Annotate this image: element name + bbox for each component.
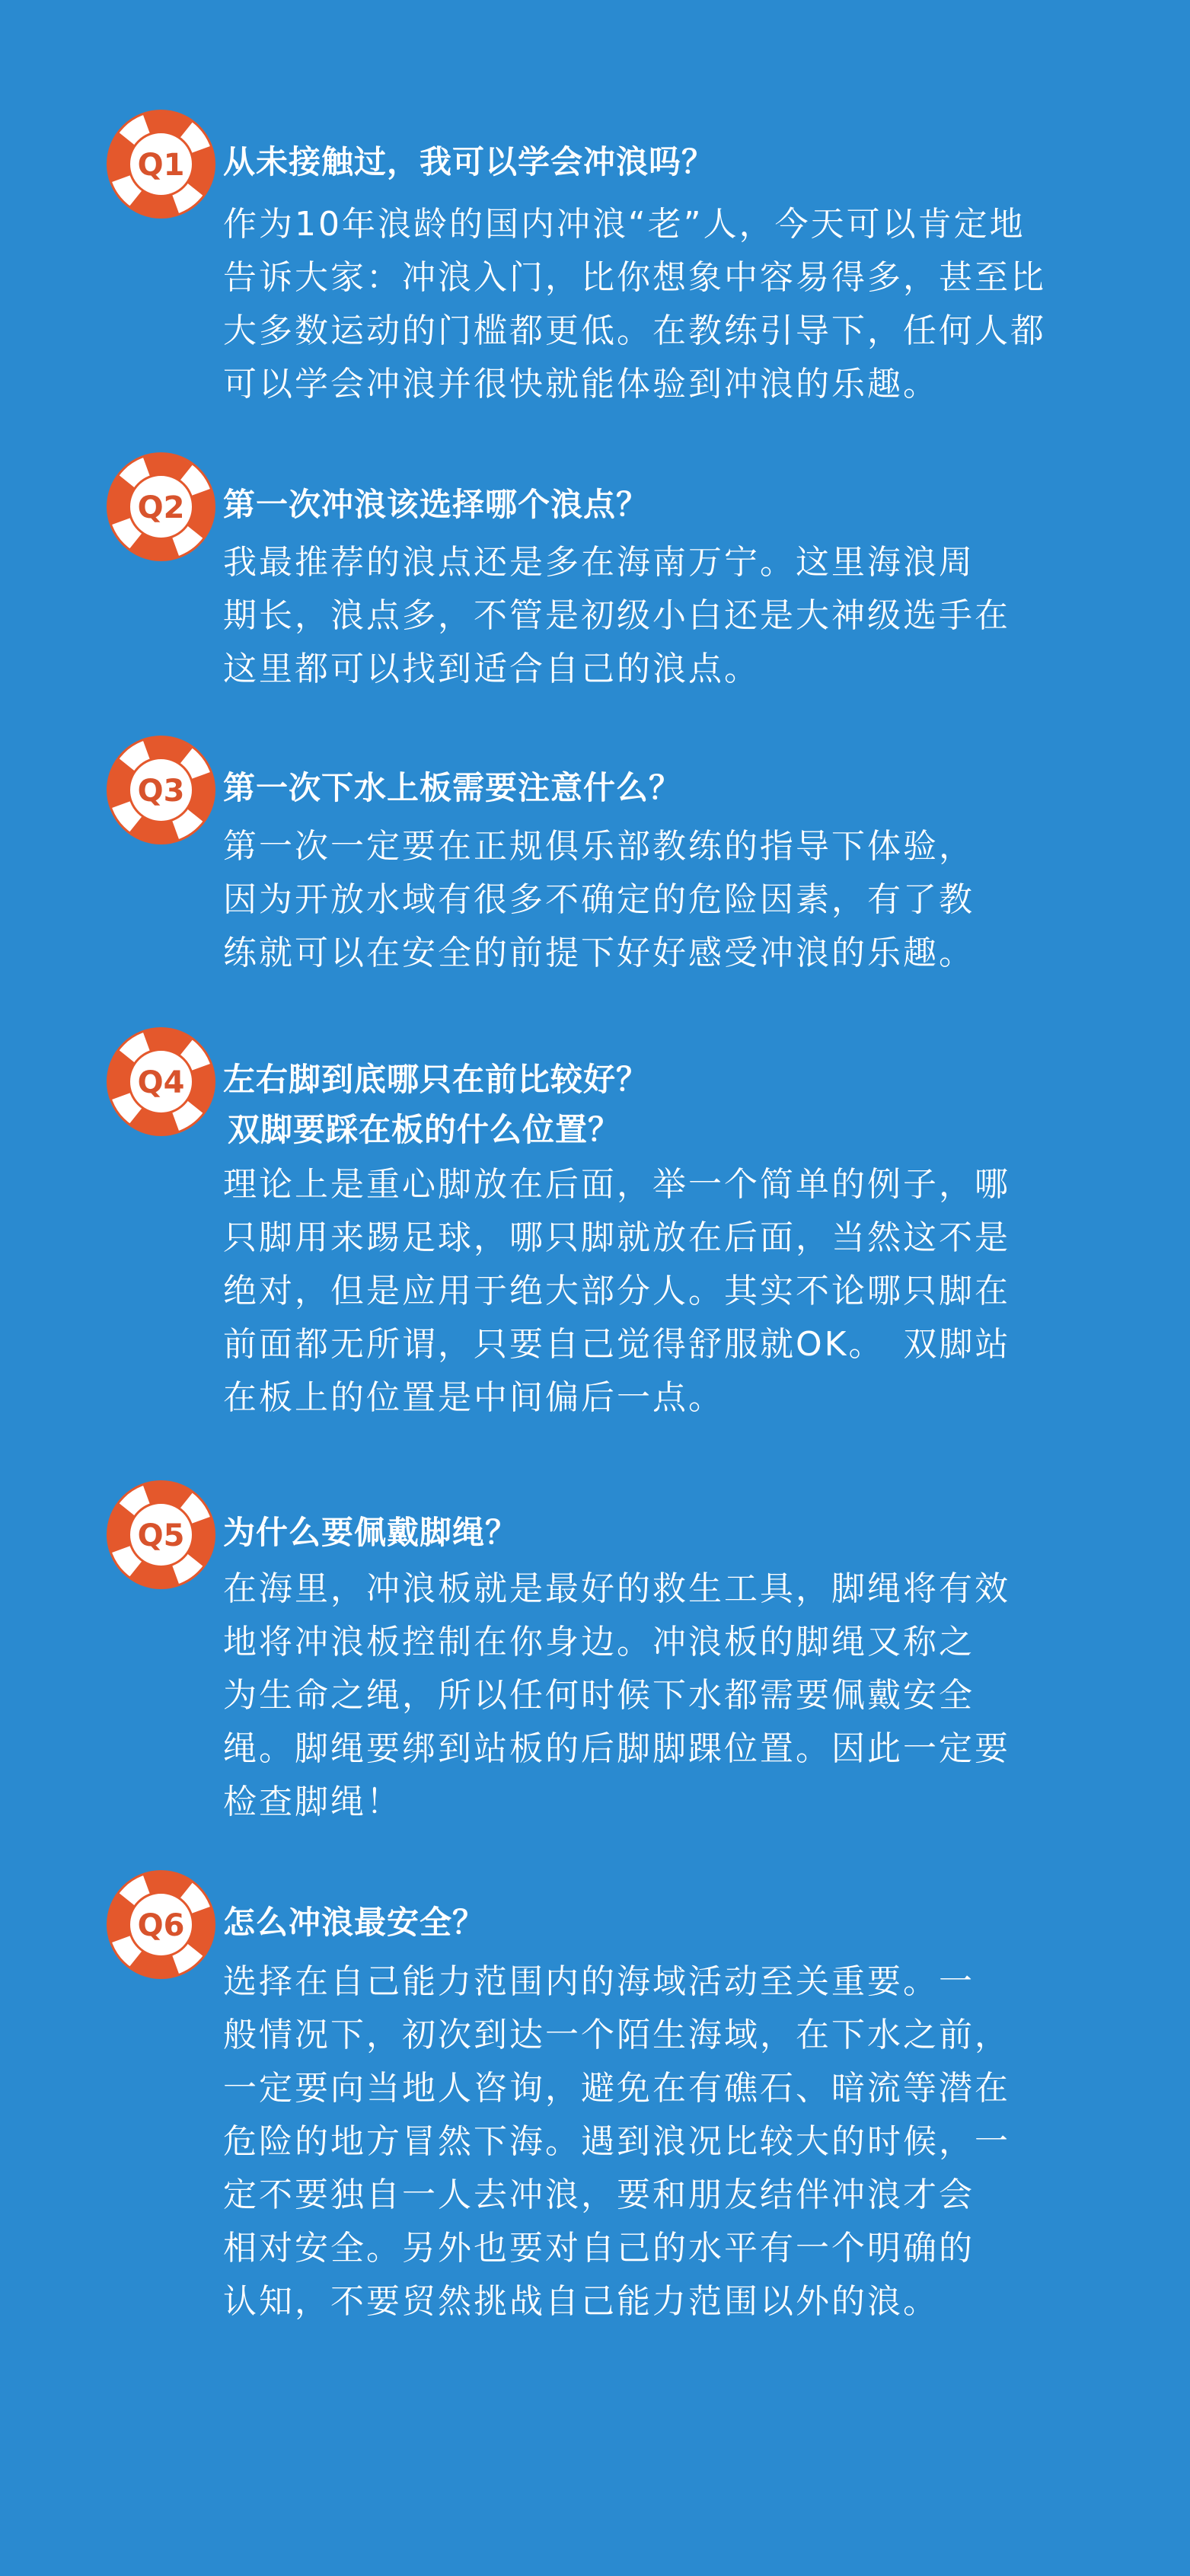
question-title-line: 为什么要佩戴脚绳？	[223, 1514, 518, 1551]
question-title	[223, 1055, 649, 1155]
answer-line: 大多数运动的门槛都更低。在教练引导下，任何人都	[223, 311, 1046, 350]
question-title	[223, 137, 714, 187]
answer-text	[223, 1158, 1091, 1425]
lifebuoy-icon	[106, 452, 216, 562]
answer-line: 般情况下，初次到达一个陌生海域，在下水之前，	[223, 2016, 1010, 2054]
answer-line: 认知，不要贸然挑战自己能力范围以外的浪。	[223, 2282, 939, 2321]
question-number: Q6	[137, 1908, 185, 1943]
answer-line: 作为10年浪龄的国内冲浪“老”人，今天可以肯定地	[223, 205, 1026, 244]
answer-line: 前面都无所谓，只要自己觉得舒服就OK。 双脚站	[223, 1325, 1011, 1364]
answer-line: 地将冲浪板控制在你身边。冲浪板的脚绳又称之	[223, 1623, 975, 1661]
answer-line: 练就可以在安全的前提下好好感受冲浪的乐趣。	[223, 934, 975, 972]
answer-line: 可以学会冲浪并很快就能体验到冲浪的乐趣。	[223, 365, 939, 404]
question-title-line: 第一次下水上板需要注意什么？	[223, 769, 682, 806]
answer-line: 因为开放水域有很多不确定的危险因素，有了教	[223, 880, 975, 919]
question-title-line: 从未接触过，我可以学会冲浪吗？	[223, 143, 715, 180]
answer-line: 在板上的位置是中间偏后一点。	[223, 1378, 724, 1417]
lifebuoy-icon	[106, 1869, 216, 1980]
answer-line: 定不要独自一人去冲浪，要和朋友结伴冲浪才会	[223, 2175, 975, 2214]
answer-text	[223, 536, 1091, 696]
answer-line: 选择在自己能力范围内的海域活动至关重要。一	[223, 1962, 975, 2001]
answer-line: 绳。脚绳要绑到站板的后脚脚踝位置。因此一定要	[223, 1729, 1010, 1768]
question-title	[223, 480, 649, 530]
lifebuoy-icon	[106, 735, 216, 845]
answer-line: 这里都可以找到适合自己的浪点。	[223, 650, 760, 688]
answer-line: 期长，浪点多，不管是初级小白还是大神级选手在	[223, 596, 1010, 635]
answer-text	[223, 820, 1091, 980]
answer-line: 绝对，但是应用于绝大部分人。其实不论哪只脚在	[223, 1272, 1010, 1310]
lifebuoy-icon	[106, 1480, 216, 1590]
question-number: Q3	[137, 774, 185, 809]
question-title-line: 左右脚到底哪只在前比较好？	[223, 1061, 649, 1098]
answer-line: 在海里，冲浪板就是最好的救生工具，脚绳将有效	[223, 1569, 1010, 1608]
answer-line: 告诉大家：冲浪入门，比你想象中容易得多，甚至比	[223, 258, 1046, 297]
question-title	[223, 1898, 485, 1948]
question-title-line: 第一次冲浪该选择哪个浪点？	[223, 486, 649, 523]
question-title-line: 怎么冲浪最安全？	[223, 1904, 486, 1941]
answer-line: 理论上是重心脚放在后面，举一个简单的例子，哪	[223, 1165, 1010, 1204]
lifebuoy-icon	[106, 109, 216, 219]
question-title	[223, 763, 681, 813]
question-number: Q2	[137, 490, 185, 525]
lifebuoy-icon	[106, 1026, 216, 1137]
answer-text	[223, 1563, 1091, 1829]
question-number: Q5	[137, 1518, 185, 1553]
question-number: Q1	[137, 148, 185, 183]
answer-line: 相对安全。另外也要对自己的水平有一个明确的	[223, 2229, 975, 2268]
answer-line: 只脚用来踢足球，哪只脚就放在后面，当然这不是	[223, 1218, 1010, 1257]
answer-line: 第一次一定要在正规俱乐部教练的指导下体验，	[223, 827, 975, 866]
question-title	[223, 1508, 518, 1558]
answer-line: 我最推荐的浪点还是多在海南万宁。这里海浪周	[223, 543, 975, 582]
answer-line: 一定要向当地人咨询，避免在有礁石、暗流等潜在	[223, 2069, 1010, 2108]
question-number: Q4	[137, 1065, 185, 1100]
answer-line: 危险的地方冒然下海。遇到浪况比较大的时候，一	[223, 2122, 1010, 2161]
answer-line: 为生命之绳，所以任何时候下水都需要佩戴安全	[223, 1676, 975, 1715]
answer-line: 检查脚绳！	[223, 1783, 402, 1821]
answer-text	[223, 1955, 1091, 2329]
question-title-line: 双脚要踩在板的什么位置？	[228, 1111, 621, 1148]
answer-text	[223, 198, 1091, 411]
